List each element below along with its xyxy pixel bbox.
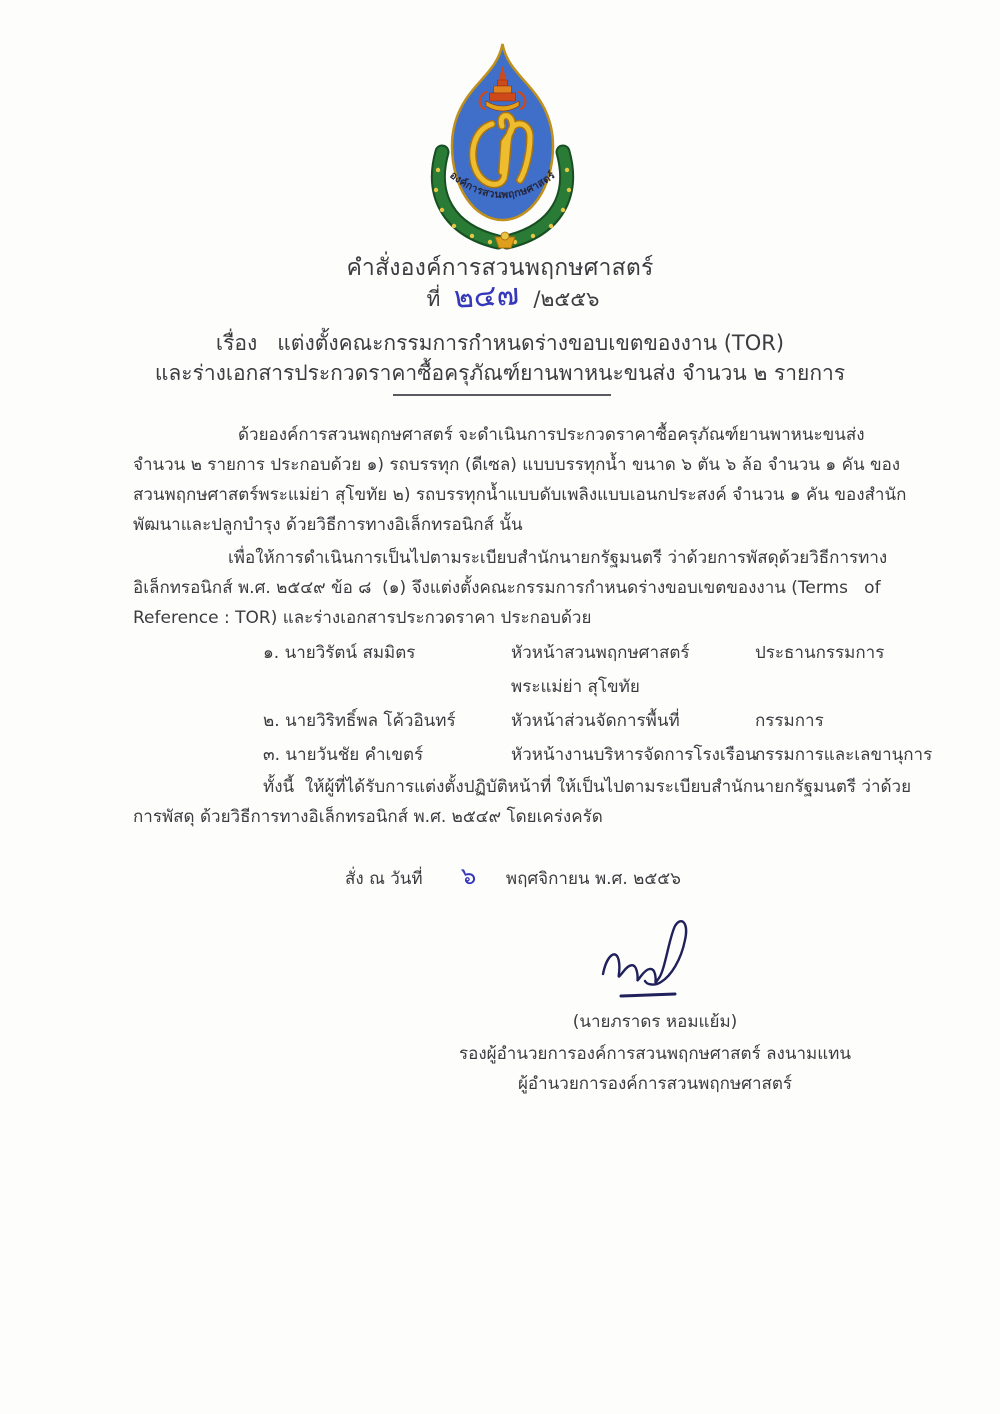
- position-line: หัวหน้าสวนพฤกษศาสตร์: [511, 643, 690, 663]
- committee-member-role: ประธานกรรมการ: [755, 643, 885, 663]
- paragraph-line: สวนพฤกษศาสตร์พระแม่ย่า สุโขทัย ๒) รถบรรทุกน้ำแบบดับเพลิงแบบเอนกประสงค์ จำนวน ๑ คัน ของสำนัก: [133, 485, 907, 505]
- committee-member-role: กรรมการ: [755, 711, 824, 731]
- document-title: คำสั่งองค์การสวนพฤกษศาสตร์: [346, 255, 654, 281]
- committee-member-role: กรรมการและเลขานุการ: [755, 745, 933, 765]
- paragraph-2: [133, 543, 945, 633]
- order-prefix: ที่: [426, 287, 441, 311]
- signer-name: (นายภราดร หอมแย้ม): [572, 1012, 738, 1032]
- committee-row-2: [263, 704, 983, 738]
- committee-member-name: ๓. นายวันชัย คำเขตร์: [263, 745, 424, 765]
- signer-title-1: รองผู้อำนวยการองค์การสวนพฤกษศาสตร์ ลงนามแทน: [458, 1044, 851, 1064]
- paragraph-line: เพื่อให้การดำเนินการเป็นไปตามระเบียบสำนักนายกรัฐมนตรี ว่าด้วยการพัสดุด้วยวิธีการทาง: [228, 548, 888, 568]
- date-suffix: พฤศจิกายน พ.ศ. ๒๕๕๖: [505, 869, 681, 889]
- signer-title-2: ผู้อำนวยการองค์การสวนพฤกษศาสตร์: [517, 1074, 793, 1094]
- order-date-line: [345, 856, 681, 895]
- handwritten-signature: [595, 912, 705, 1007]
- handwritten-date-day: ๖: [460, 861, 477, 891]
- paragraph-line: อิเล็กทรอนิกส์ พ.ศ. ๒๕๔๙ ข้อ ๘ (๑) จึงแต่งตั้งคณะกรรมการกำหนดร่างขอบเขตของงาน (Terms of: [133, 578, 881, 598]
- committee-row-1: [263, 636, 983, 704]
- committee-member-position: หัวหน้าส่วนจัดการพื้นที่: [511, 711, 680, 731]
- subject-line-2: และร่างเอกสารประกวดราคาซื้อครุภัณฑ์ยานพาหนะขนส่ง จำนวน ๒ รายการ: [154, 361, 846, 385]
- closing-paragraph: [133, 772, 945, 832]
- subject-line-1: เรื่อง แต่งตั้งคณะกรรมการกำหนดร่างขอบเขตของงาน (TOR): [215, 331, 785, 355]
- paragraph-1: [133, 420, 945, 540]
- committee-member-position: หัวหน้างานบริหารจัดการโรงเรือน: [511, 745, 757, 765]
- order-year: /๒๕๕๖: [533, 287, 600, 311]
- paragraph-line: ด้วยองค์การสวนพฤกษศาสตร์ จะดำเนินการประกวดราคาซื้อครุภัณฑ์ยานพาหนะขนส่ง: [238, 425, 865, 445]
- committee-member-position: [511, 636, 755, 704]
- order-number-line: [0, 277, 1000, 316]
- paragraph-line: ทั้งนี้ ให้ผู้ที่ได้รับการแต่งตั้งปฏิบัติหน้าที่ ให้เป็นไปตามระเบียบสำนักนายกรัฐมนตรี ว่าด้วย: [263, 777, 912, 797]
- org-seal-logo: [420, 40, 585, 250]
- paragraph-line: จำนวน ๒ รายการ ประกอบด้วย ๑) รถบรรทุก (ดีเซล) แบบบรรทุกน้ำ ขนาด ๖ ตัน ๖ ล้อ จำนวน ๑ คัน ของ: [133, 455, 901, 475]
- handwritten-order-number: ๒๔๗: [453, 277, 521, 316]
- committee-member-name: ๒. นายวิริทธิ์พล โค้วอินทร์: [263, 711, 456, 731]
- paragraph-line: การพัสดุ ด้วยวิธีการทางอิเล็กทรอนิกส์ พ.ศ. ๒๕๔๙ โดยเคร่งครัด: [133, 807, 603, 827]
- committee-list: [263, 636, 983, 772]
- position-line: พระแม่ย่า สุโขทัย: [511, 677, 640, 697]
- committee-member-name: ๑. นายวิรัตน์ สมมิตร: [263, 643, 416, 663]
- paragraph-line: Reference : TOR) และร่างเอกสารประกวดราคา ประกอบด้วย: [133, 608, 592, 628]
- logo-caption-text: องค์การสวนพฤกษศาสตร์: [447, 169, 558, 202]
- committee-row-3: [263, 738, 983, 772]
- divider-line: [393, 394, 611, 396]
- date-prefix: สั่ง ณ วันที่: [345, 869, 423, 889]
- paragraph-line: พัฒนาและปลูกบำรุง ด้วยวิธีการทางอิเล็กทรอนิกส์ นั้น: [133, 515, 523, 535]
